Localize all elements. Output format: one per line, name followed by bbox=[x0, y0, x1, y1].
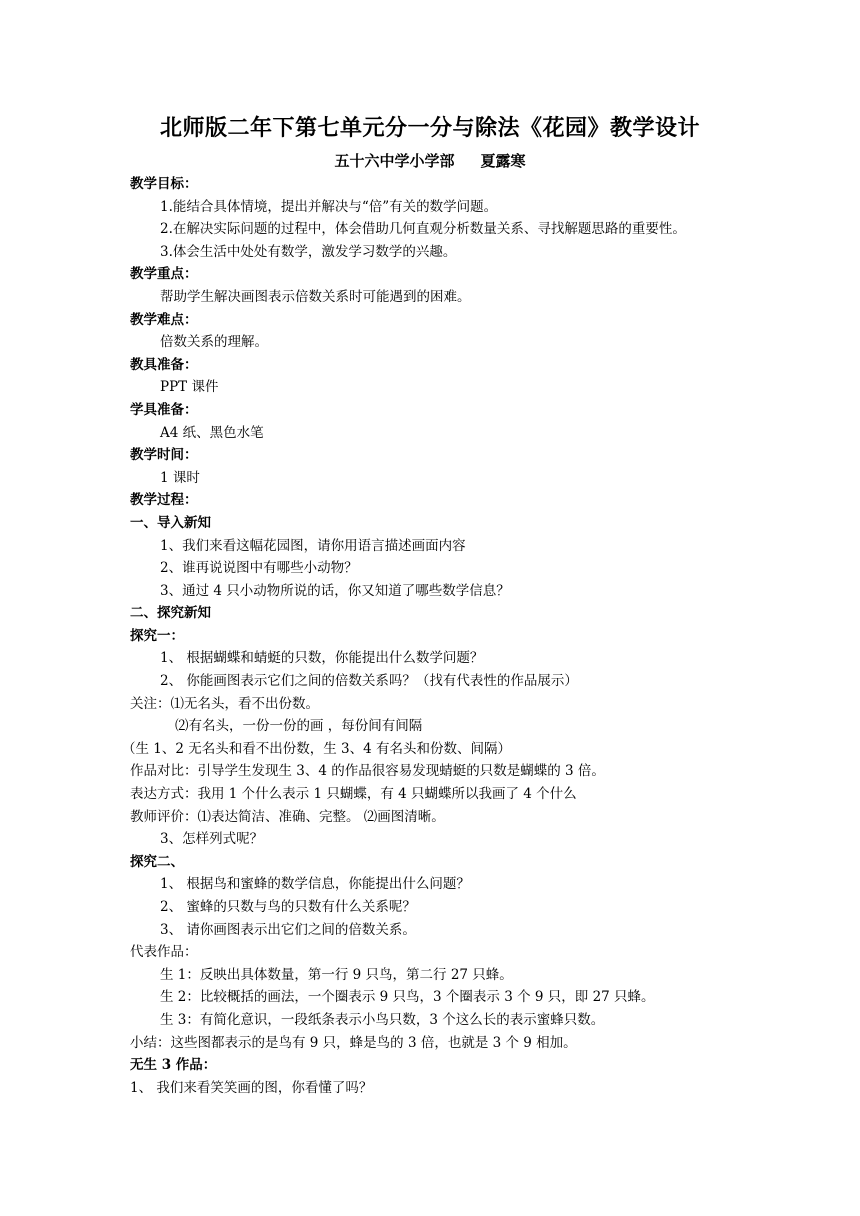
author-name: 夏露寒 bbox=[480, 152, 526, 170]
document-body bbox=[122, 173, 750, 1099]
paragraph-line: 作品对比：引导学生发现生 3、4 的作品很容易发现蜻蜓的只数是蝴蝶的 3 倍。 bbox=[130, 763, 605, 780]
section-heading: 教具准备： bbox=[130, 356, 198, 373]
paragraph-line: 2、 你能画图表示它们之间的倍数关系吗？（找有代表性的作品展示） bbox=[160, 673, 578, 690]
paragraph-line: 1、 我们来看笑笑画的图，你看懂了吗？ bbox=[130, 1079, 373, 1096]
paragraph-line: 教师评价：⑴表达简洁、准确、完整。 ⑵画图清晰。 bbox=[130, 808, 445, 825]
paragraph-line: （生 1、2 无名头和看不出份数，生 3、4 有名头和份数、间隔） bbox=[122, 740, 512, 757]
paragraph-line: 3、 请你画图表示出它们之间的倍数关系。 bbox=[160, 921, 416, 938]
section-heading: 探究一： bbox=[130, 627, 184, 644]
paragraph-line: 帮助学生解决画图表示倍数关系时可能遇到的困难。 bbox=[160, 288, 471, 305]
section-heading: 无生 3 作品： bbox=[130, 1057, 217, 1074]
paragraph-line: 生 2：比较概括的画法，一个圈表示 9 只鸟，3 个圈表示 3 个 9 只，即 27 只蜂。 bbox=[160, 989, 655, 1006]
paragraph-line: 1、 根据鸟和蜜蜂的数学信息，你能提出什么问题？ bbox=[160, 876, 470, 893]
section-heading: 探究二、 bbox=[130, 853, 184, 870]
paragraph-line: 3.体会生活中处处有数学，激发学习数学的兴趣。 bbox=[160, 243, 457, 260]
paragraph-line: 倍数关系的理解。 bbox=[160, 334, 268, 351]
paragraph-line: 1、 根据蝴蝶和蜻蜓的只数，你能提出什么数学问题？ bbox=[160, 650, 484, 667]
paragraph-line: 小结：这些图都表示的是鸟有 9 只，蜂是鸟的 3 倍，也就是 3 个 9 相加。 bbox=[130, 1034, 577, 1051]
paragraph-line: 2、 蜜蜂的只数与鸟的只数有什么关系呢？ bbox=[160, 899, 416, 915]
document-title: 北师版二年下第七单元分一分与除法《花园》教学设计 bbox=[159, 115, 700, 141]
paragraph-line: 2、谁再说说图中有哪些小动物？ bbox=[160, 560, 358, 577]
author-line bbox=[0, 150, 860, 172]
paragraph-line: 1 课时 bbox=[160, 469, 200, 486]
paragraph-line: 3、通过 4 只小动物所说的话，你又知道了哪些数学信息？ bbox=[160, 582, 510, 599]
section-heading: 二、探究新知 bbox=[130, 605, 211, 622]
paragraph-line: 3、怎样列式呢？ bbox=[160, 831, 264, 848]
section-heading: 教学重点： bbox=[130, 266, 198, 283]
section-heading: 教学难点： bbox=[130, 311, 198, 328]
paragraph-line: 生 1：反映出具体数量，第一行 9 只鸟，第二行 27 只蜂。 bbox=[160, 966, 513, 983]
paragraph-line: A4 纸、黑色水笔 bbox=[160, 424, 264, 441]
paragraph-line: 代表作品： bbox=[130, 944, 198, 961]
section-heading: 教学目标： bbox=[130, 176, 198, 192]
paragraph-line: 生 3：有简化意识，一段纸条表示小鸟只数，3 个这么长的表示蜜蜂只数。 bbox=[160, 1011, 605, 1028]
paragraph-line: 1、我们来看这幅花园图，请你用语言描述画面内容 bbox=[160, 537, 466, 554]
paragraph-line: 表达方式：我用 1 个什么表示 1 只蝴蝶，有 4 只蝴蝶所以我画了 4 个什么 bbox=[130, 786, 577, 803]
paragraph-line: 关注：⑴无名头，看不出份数。 bbox=[130, 695, 319, 712]
author-school: 五十六中学小学部 bbox=[334, 152, 455, 170]
paragraph-line: ⑵有名头，一份一份的画 ，每份间有间隔 bbox=[175, 718, 423, 735]
section-heading: 一、导入新知 bbox=[130, 514, 211, 531]
section-heading: 教学时间： bbox=[130, 447, 198, 464]
paragraph-line: PPT 课件 bbox=[160, 379, 219, 396]
paragraph-line: 1.能结合具体情境，提出并解决与“倍”有关的数学问题。 bbox=[160, 198, 498, 215]
section-heading: 学具准备： bbox=[130, 401, 198, 418]
paragraph-line: 2.在解决实际问题的过程中，体会借助几何直观分析数量关系、寻找解题思路的重要性。 bbox=[160, 221, 686, 238]
section-heading: 教学过程： bbox=[130, 492, 198, 509]
